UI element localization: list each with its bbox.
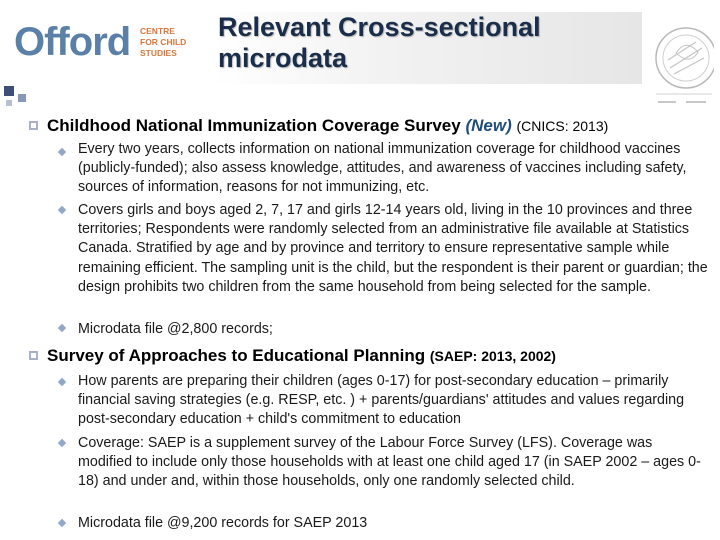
list-item: Every two years, collects information on national immunization coverage for childhood vaccines (publicly-funded); also assess knowledge, attitudes, and awareness of vaccines including safety, sources of information, reasons for not immunizing, etc. xyxy=(78,141,687,196)
sub-bullet-icon xyxy=(58,519,66,527)
sub-bullet-icon xyxy=(58,324,66,332)
list-item: Coverage: SAEP is a supplement survey of the Labour Force Survey (LFS). Coverage was modified to include only those households with at least one child aged 17 (in SAEP 2002 – ages 0-18) and under and, within those households, only one randomly selected child. xyxy=(78,435,701,490)
sub-bullet-icon xyxy=(58,378,66,386)
bullet-icon xyxy=(29,121,38,130)
survey-abbreviation: (SAEP: 2013, 2002) xyxy=(429,348,556,364)
decorative-squares xyxy=(0,86,40,116)
logo-wordmark: Offord xyxy=(14,20,131,64)
seal-icon xyxy=(646,8,714,108)
list-item: How parents are preparing their children (ages 0-17) for post-secondary education – primarily financial saving strategies (e.g. RESP, etc. ) + parents/guardians' attitudes and values regarding post-secondary education + child's commitment to education xyxy=(78,373,685,428)
new-tag: (New) xyxy=(465,116,512,135)
sub-bullet-icon xyxy=(58,439,66,447)
list-item: Microdata file @9,200 records for SAEP 2013 xyxy=(78,515,368,531)
logo-subtitle: CENTRE FOR CHILD STUDIES xyxy=(140,26,187,58)
slide-title: Relevant Cross-sectional microdata xyxy=(218,12,541,73)
section-heading: Survey of Approaches to Educational Planning (SAEP: 2013, 2002) xyxy=(47,346,556,365)
list-item: Covers girls and boys aged 2, 7, 17 and girls 12-14 years old, living in the 10 provinces and three territories; Respondents were randomly selected from an administrative file available at Statistics Canada. Stratified by age and by province and territory to ensure representative sample while remaining efficient. The sampling unit is the child, but the respondent is their parent or guardian; the design prohibits two children from the same household from being selected for the sample. xyxy=(78,202,708,295)
survey-abbreviation: (CNICS: 2013) xyxy=(516,118,609,134)
section-heading: Childhood National Immunization Coverage Survey (New) (CNICS: 2013) xyxy=(47,116,609,135)
offord-logo xyxy=(14,18,194,68)
bullet-icon xyxy=(29,351,38,360)
list-item: Microdata file @2,800 records; xyxy=(78,321,273,337)
sub-bullet-icon xyxy=(58,148,66,156)
sub-bullet-icon xyxy=(58,206,66,214)
